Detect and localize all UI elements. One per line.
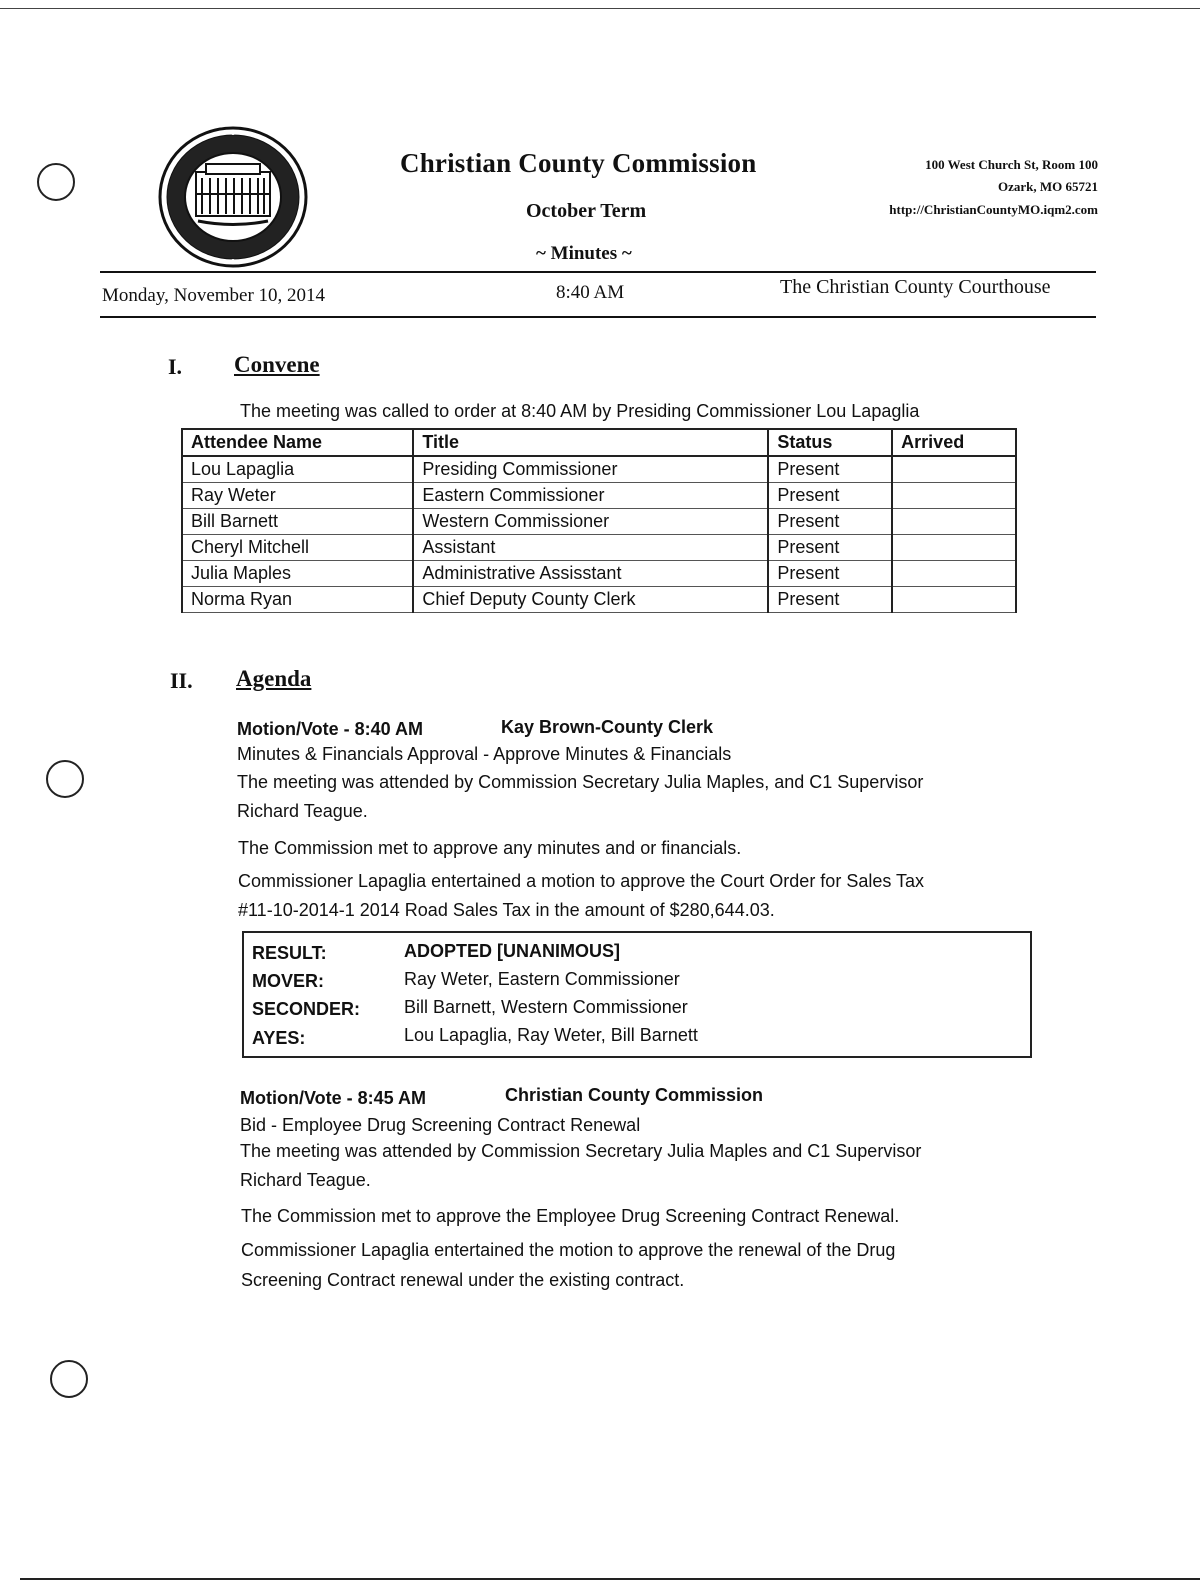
table-row <box>182 587 1016 613</box>
table-row <box>182 509 1016 535</box>
item2-attended-line-1: The meeting was attended by Commission Secretary Julia Maples and C1 Supervisor <box>240 1141 922 1161</box>
item1-attended-line-2: Richard Teague. <box>237 801 368 821</box>
attendee-arrived <box>892 561 1016 587</box>
attendee-arrived <box>892 483 1016 509</box>
convene-intro: The meeting was called to order at 8:40 AM by Presiding Commissioner Lou Lapaglia <box>240 401 920 421</box>
seconder-value: Bill Barnett, Western Commissioner <box>404 997 688 1017</box>
item1-attended-line-1: The meeting was attended by Commission Secretary Julia Maples, and C1 Supervisor <box>237 772 924 792</box>
attendee-arrived <box>892 535 1016 561</box>
top-scan-edge <box>0 8 1200 9</box>
attendee-arrived <box>892 456 1016 483</box>
mover-label: MOVER: <box>252 971 324 991</box>
attendee-title: Administrative Assisstant <box>413 561 768 587</box>
column-header-attendee: Attendee Name <box>182 429 413 456</box>
commission-title: Christian County Commission <box>400 148 757 178</box>
attendee-name: Cheryl Mitchell <box>182 535 413 561</box>
item2-presenter: Christian County Commission <box>505 1085 764 1105</box>
meeting-time: 8:40 AM <box>556 282 625 303</box>
punch-hole-bottom <box>50 1360 88 1398</box>
item2-motion-line-1: Commissioner Lapaglia entertained the motion to approve the renewal of the Drug <box>241 1240 896 1260</box>
punch-hole-middle <box>46 760 84 798</box>
mover-value: Ray Weter, Eastern Commissioner <box>404 969 680 989</box>
website-link[interactable]: http://ChristianCountyMO.iqm2.com <box>889 202 1098 217</box>
attendance-table <box>181 428 1017 613</box>
column-header-title: Title <box>413 429 768 456</box>
section-heading-convene: Convene <box>234 352 320 377</box>
table-header-row <box>182 429 1016 456</box>
table-row <box>182 535 1016 561</box>
attendee-title: Assistant <box>413 535 768 561</box>
attendee-arrived <box>892 509 1016 535</box>
section-heading-agenda: Agenda <box>236 666 312 691</box>
attendee-name: Ray Weter <box>182 483 413 509</box>
item2-motion-line-2: Screening Contract renewal under the existing contract. <box>241 1270 685 1290</box>
attendee-title: Eastern Commissioner <box>413 483 768 509</box>
attendee-status: Present <box>768 456 892 483</box>
header-rule-bottom <box>100 316 1096 318</box>
column-header-status: Status <box>768 429 892 456</box>
ayes-label: AYES: <box>252 1028 306 1048</box>
item2-subject: Bid - Employee Drug Screening Contract Renewal <box>240 1115 641 1135</box>
item2-motion-time: Motion/Vote - 8:45 AM <box>240 1088 426 1108</box>
attendee-status: Present <box>768 587 892 613</box>
ayes-value: Lou Lapaglia, Ray Weter, Bill Barnett <box>404 1025 698 1045</box>
attendee-status: Present <box>768 535 892 561</box>
attendee-arrived <box>892 587 1016 613</box>
item2-attended-line-2: Richard Teague. <box>240 1170 371 1190</box>
attendee-title: Presiding Commissioner <box>413 456 768 483</box>
result-label: RESULT: <box>252 943 327 963</box>
item2-purpose: The Commission met to approve the Employee Drug Screening Contract Renewal. <box>241 1206 900 1226</box>
section-number-agenda: II. <box>170 668 193 693</box>
meeting-location: The Christian County Courthouse <box>780 276 1051 298</box>
address-line-1: 100 West Church St, Room 100 <box>925 157 1098 172</box>
county-seal-icon <box>158 126 308 268</box>
attendee-name: Lou Lapaglia <box>182 456 413 483</box>
result-value: ADOPTED [UNANIMOUS] <box>404 941 620 961</box>
item1-motion-line-2: #11-10-2014-1 2014 Road Sales Tax in the amount of $280,644.03. <box>238 900 775 920</box>
seconder-label: SECONDER: <box>252 999 361 1019</box>
minutes-label: ~ Minutes ~ <box>536 243 632 264</box>
item1-motion-line-1: Commissioner Lapaglia entertained a motion to approve the Court Order for Sales Tax <box>238 871 925 891</box>
attendee-name: Julia Maples <box>182 561 413 587</box>
item1-subject: Minutes & Financials Approval - Approve Minutes & Financials <box>237 744 732 764</box>
bottom-scan-edge <box>20 1578 1200 1580</box>
attendee-status: Present <box>768 509 892 535</box>
attendee-title: Chief Deputy County Clerk <box>413 587 768 613</box>
attendee-name: Bill Barnett <box>182 509 413 535</box>
table-row <box>182 561 1016 587</box>
attendee-status: Present <box>768 561 892 587</box>
punch-hole-top <box>37 163 75 201</box>
item1-presenter: Kay Brown-County Clerk <box>501 717 714 737</box>
attendee-name: Norma Ryan <box>182 587 413 613</box>
attendee-title: Western Commissioner <box>413 509 768 535</box>
term-label: October Term <box>526 200 647 222</box>
column-header-arrived: Arrived <box>892 429 1016 456</box>
meeting-date: Monday, November 10, 2014 <box>102 285 326 306</box>
header-rule-top <box>100 271 1096 273</box>
item1-motion-time: Motion/Vote - 8:40 AM <box>237 719 423 739</box>
address-line-2: Ozark, MO 65721 <box>997 179 1098 194</box>
attendee-status: Present <box>768 483 892 509</box>
table-row <box>182 456 1016 483</box>
section-number-convene: I. <box>168 354 183 379</box>
table-row <box>182 483 1016 509</box>
item1-purpose: The Commission met to approve any minutes and or financials. <box>238 838 742 858</box>
